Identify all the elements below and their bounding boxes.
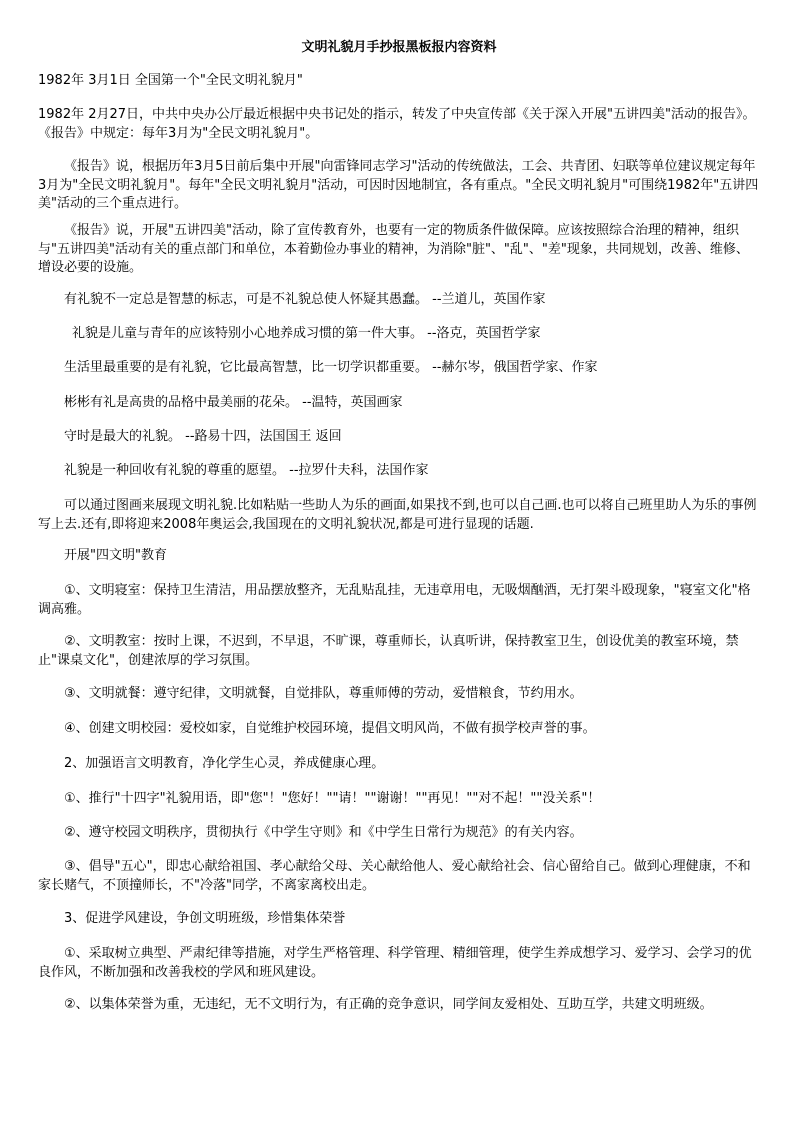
item-campus-order: ②、遵守校园文明秩序，贯彻执行《中学生守则》和《中学生日常行为规范》的有关内容。 bbox=[64, 825, 583, 840]
item-study-management: ①、采取树立典型、严肃纪律等措施，对学生严格管理、科学管理、精细管理，使学生养成想学习、爱学习、会学习的优良作风，不断加强和改善我校的学风和班风建设。 bbox=[38, 946, 752, 980]
quote-landor: 有礼貌不一定总是智慧的标志，可是不礼貌总使人怀疑其愚蠢。 --兰道儿，英国作家 bbox=[64, 292, 546, 307]
item-polite-words: ①、推行"十四字"礼貌用语，即"您"！"您好！""请！""谢谢！""再见！""对不起！""没关系"！ bbox=[64, 791, 601, 806]
quote-rochefoucauld: 礼貌是一种回收有礼貌的尊重的愿望。 --拉罗什夫科，法国作家 bbox=[64, 463, 429, 478]
item-dorm: ①、文明寝室：保持卫生清洁，用品摆放整齐，无乱贴乱挂，无违章用电，无吸烟酗酒，无打架斗殴现象，"寝室文化"格调高雅。 bbox=[38, 583, 751, 617]
quote-locke: 礼貌是儿童与青年的应该特别小心地养成习惯的第一件大事。 --洛克，英国哲学家 bbox=[72, 326, 541, 341]
item-dining: ③、文明就餐：遵守纪律，文明就餐，自觉排队，尊重师傅的劳动，爱惜粮食，节约用水。 bbox=[64, 686, 583, 701]
section-study-style: 3、促进学风建设，争创文明班级，珍惜集体荣誉 bbox=[64, 911, 346, 926]
paragraph-report-1: 《报告》说，根据历年3月5日前后集中开展"向雷锋同志学习"活动的传统做法，工会、共青团、妇联等单位建议规定每年3月为"全民文明礼貌月"。每年"全民文明礼貌月"活动，可因时因地制宜，各有重点。"全民文明礼貌月"可围绕1982年"五讲四美"活动的三个重点进行。 bbox=[38, 159, 759, 211]
paragraph-drawing-tips: 可以通过图画来展现文明礼貌.比如粘贴一些助人为乐的画面,如果找不到,也可以自己画.也可以将自己班里助人为乐的事例写上去.还有,即将迎来2008年奥运会,我国现在的文明礼貌状况,都是可进行显现的话题. bbox=[38, 498, 757, 532]
item-collective-honor: ②、以集体荣誉为重，无违纪，无不文明行为，有正确的竞争意识，同学间友爱相处、互助互学，共建文明班级。 bbox=[64, 997, 713, 1012]
quote-herzen: 生活里最重要的是有礼貌，它比最高智慧，比一切学识都重要。 --赫尔岑，俄国哲学家、作家 bbox=[64, 360, 598, 375]
paragraph-intro: 1982年 2月27日，中共中央办公厅最近根据中央书记处的指示，转发了中央宣传部《关于深入开展"五讲四美"活动的报告》。《报告》中规定：每年3月为"全民文明礼貌月"。 bbox=[38, 107, 756, 141]
paragraph-date-heading: 1982年 3月1日 全国第一个"全民文明礼貌月" bbox=[38, 73, 303, 88]
quote-winter: 彬彬有礼是高贵的品格中最美丽的花朵。 --温特，英国画家 bbox=[64, 395, 403, 410]
item-five-hearts: ③、倡导"五心"，即忠心献给祖国、孝心献给父母、关心献给他人、爱心献给社会、信心留给自己。做到心理健康，不和家长赌气，不顶撞师长，不"冷落"同学，不离家离校出走。 bbox=[38, 859, 751, 893]
paragraph-report-2: 《报告》说，开展"五讲四美"活动，除了宣传教育外，也要有一定的物质条件做保障。应该按照综合治理的精神，组织与"五讲四美"活动有关的重点部门和单位，本着勤俭办事业的精神，为消除"脏"、"乱"、"差"现象，共同规划，改善、维修、增设必要的设施。 bbox=[38, 223, 749, 275]
document-title: 文明礼貌月手抄报黑板报内容资料 bbox=[301, 40, 497, 55]
section-four-civilizations: 开展"四文明"教育 bbox=[64, 548, 167, 563]
section-language: 2、加强语言文明教育，净化学生心灵，养成健康心理。 bbox=[64, 756, 385, 771]
item-classroom: ②、文明教室：按时上课，不迟到，不早退，不旷课，尊重师长，认真听讲，保持教室卫生，创设优美的教室环境，禁止"课桌文化"，创建浓厚的学习氛围。 bbox=[38, 634, 739, 668]
quote-louis: 守时是最大的礼貌。 --路易十四，法国国王 返回 bbox=[64, 429, 342, 444]
item-campus: ④、创建文明校园：爱校如家，自觉维护校园环境，提倡文明风尚，不做有损学校声誉的事。 bbox=[64, 721, 596, 736]
